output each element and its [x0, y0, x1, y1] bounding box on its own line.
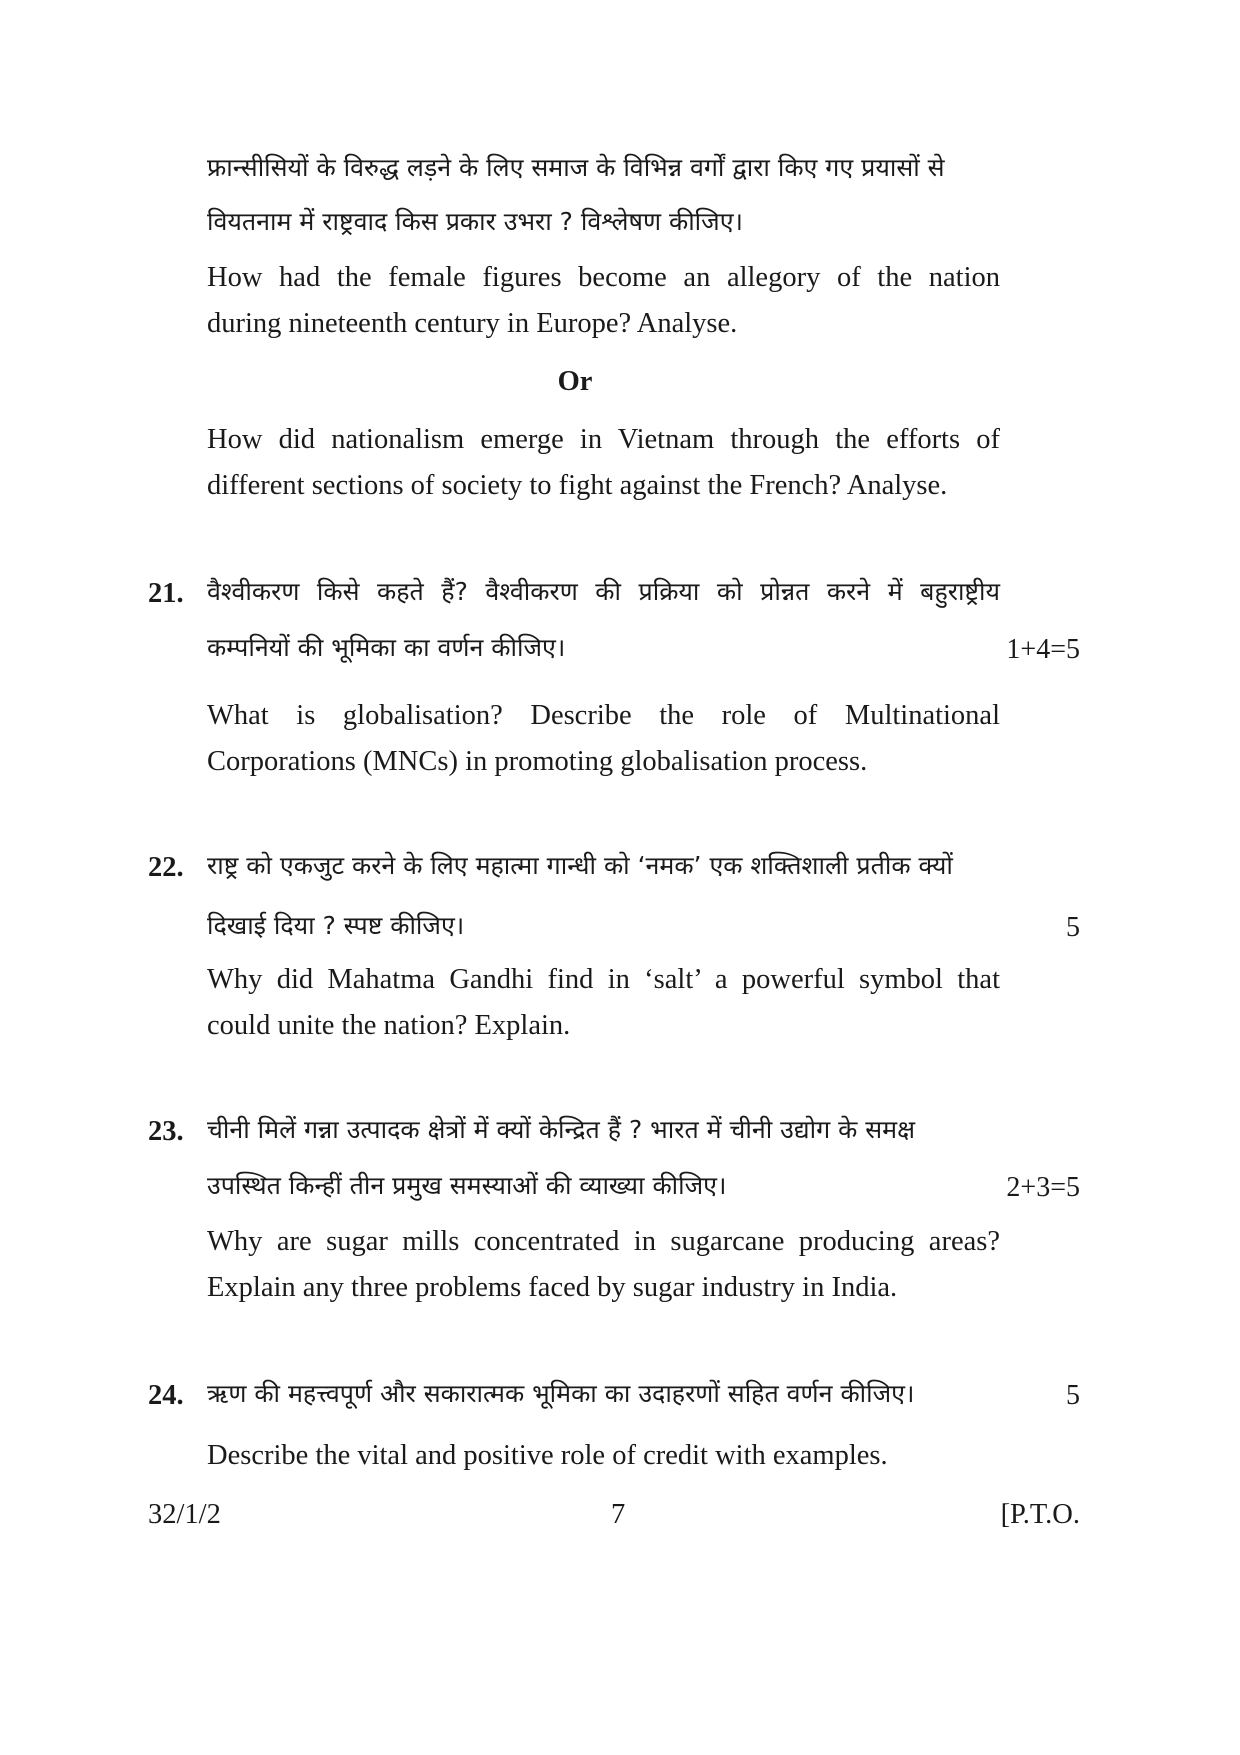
paper-code: 32/1/2	[148, 1499, 221, 1530]
q21-marks: 1+4=5	[1006, 634, 1080, 665]
q22-hindi-line-1: राष्ट्र को एकजुट करने के लिए महात्मा गान्धी को ‘नमक’ एक शक्तिशाली प्रतीक क्यों	[207, 851, 953, 880]
q21-english-line-2: Corporations (MNCs) in promoting globalisation process.	[207, 746, 868, 777]
please-turn-over: [P.T.O.	[1000, 1499, 1080, 1530]
q22-marks: 5	[1066, 912, 1080, 943]
question-number-21: 21.	[148, 578, 184, 609]
q21-hindi-line-2: कम्पनियों की भूमिका का वर्णन कीजिए।	[207, 633, 566, 662]
or-label: Or	[557, 366, 593, 397]
q22-hindi-line-2: दिखाई दिया ? स्पष्ट कीजिए।	[207, 911, 465, 940]
q23-marks: 2+3=5	[1006, 1172, 1080, 1203]
q23-hindi-line-1: चीनी मिलें गन्ना उत्पादक क्षेत्रों में क्यों केन्द्रित हैं ? भारत में चीनी उद्योग के समक्ष	[207, 1115, 916, 1144]
q23-english-line-1: Why are sugar mills concentrated in sugarcane producing areas?	[207, 1226, 1000, 1257]
q20-or-english-line-2: different sections of society to fight against the French? Analyse.	[207, 470, 948, 501]
q22-english-line-2: could unite the nation? Explain.	[207, 1010, 571, 1041]
question-number-22: 22.	[148, 852, 184, 883]
q21-hindi-line-1: वैश्वीकरण किसे कहते हैं? वैश्वीकरण की प्रक्रिया को प्रोन्नत करने में बहुराष्ट्रीय	[207, 577, 1000, 606]
q23-english-line-2: Explain any three problems faced by sugar industry in India.	[207, 1272, 898, 1303]
q24-english-line-1: Describe the vital and positive role of credit with examples.	[207, 1440, 888, 1471]
q21-english-line-1: What is globalisation? Describe the role of Multinational	[207, 700, 1000, 731]
q24-hindi-line-1: ऋण की महत्त्वपूर्ण और सकारात्मक भूमिका का उदाहरणों सहित वर्णन कीजिए।	[207, 1379, 915, 1408]
q24-marks: 5	[1066, 1380, 1080, 1411]
q20-or-english-line-1: How did nationalism emerge in Vietnam through the efforts of	[207, 424, 1000, 455]
q20-hindi-line-2: वियतनाम में राष्ट्रवाद किस प्रकार उभरा ? विश्लेषण कीजिए।	[207, 207, 743, 236]
q22-english-line-1: Why did Mahatma Gandhi find in ‘salt’ a powerful symbol that	[207, 964, 1000, 995]
q20-hindi-line-1: फ्रान्सीसियों के विरुद्ध लड़ने के लिए समाज के विभिन्न वर्गों द्वारा किए गए प्रयासों से	[207, 153, 945, 182]
q23-hindi-line-2: उपस्थित किन्हीं तीन प्रमुख समस्याओं की व्याख्या कीजिए।	[207, 1171, 727, 1200]
q20-english-line-2: during nineteenth century in Europe? Analyse.	[207, 308, 738, 339]
question-number-24: 24.	[148, 1380, 184, 1411]
q20-english-line-1: How had the female figures become an allegory of the nation	[207, 262, 1000, 293]
question-number-23: 23.	[148, 1116, 184, 1147]
page-number: 7	[611, 1499, 626, 1530]
